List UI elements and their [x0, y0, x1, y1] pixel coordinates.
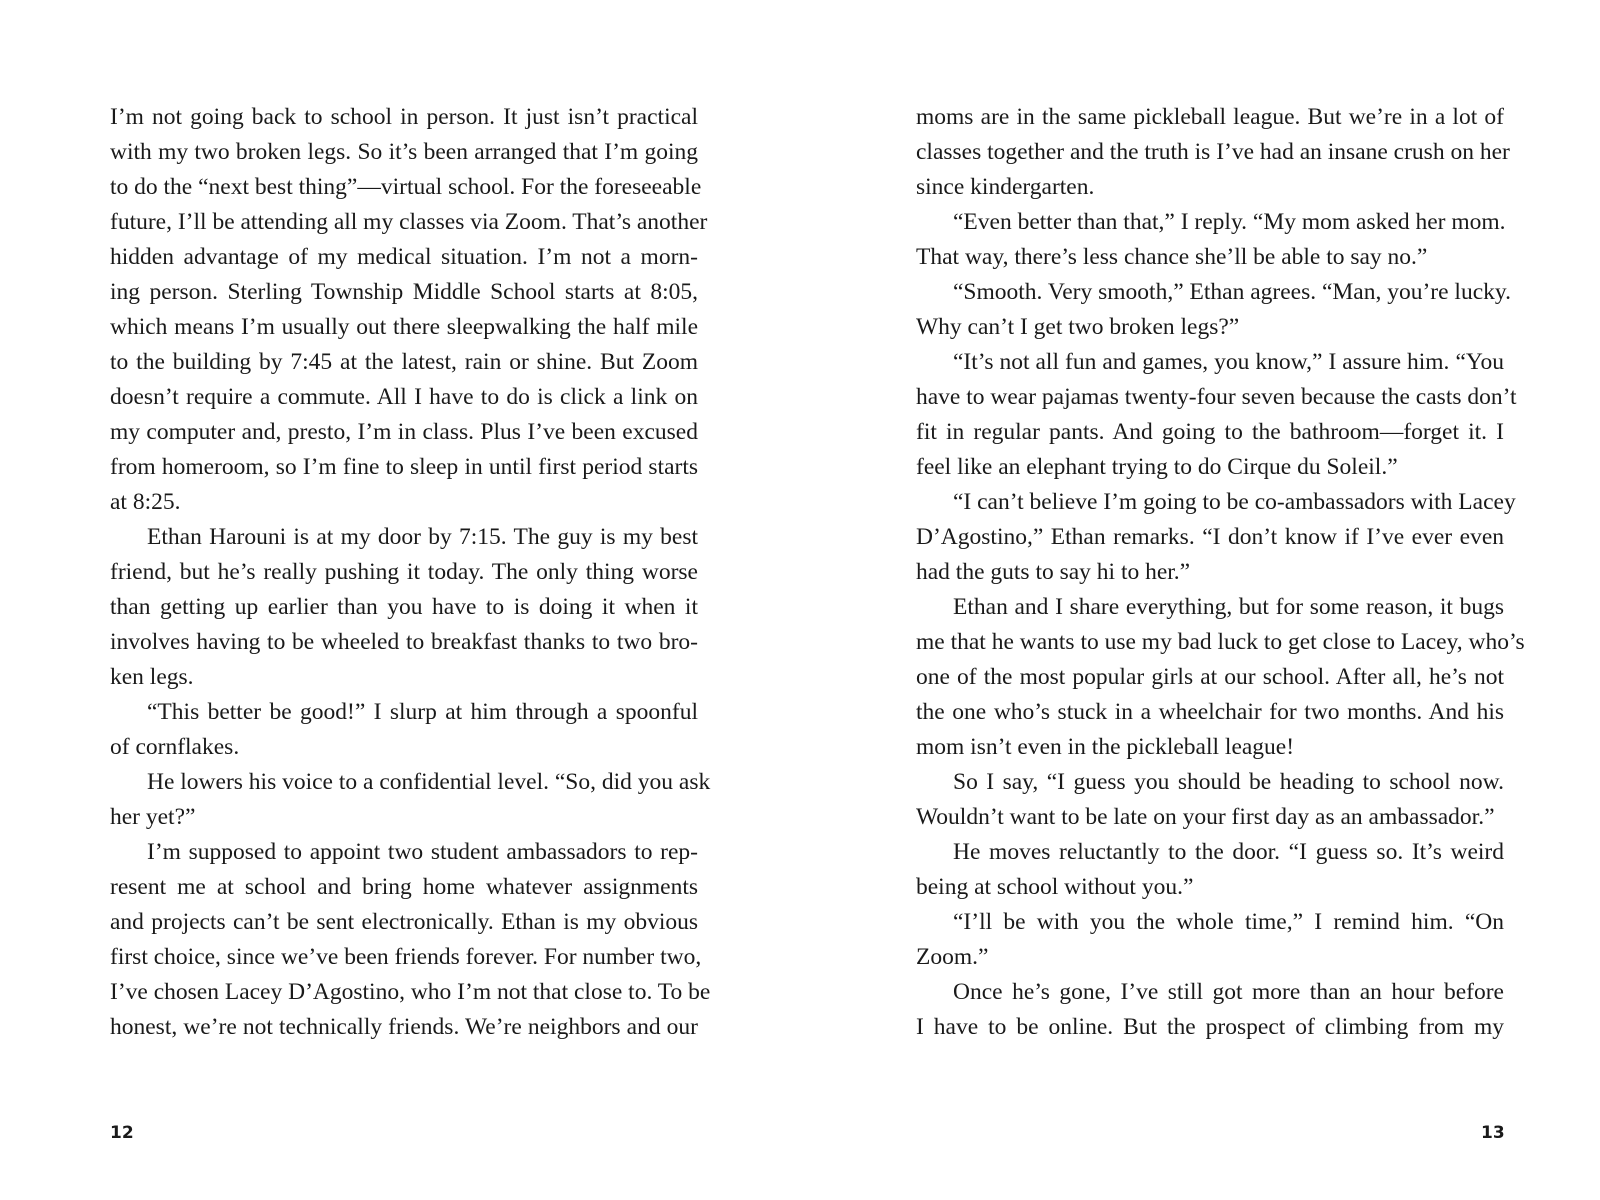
text-line: “It’s not all fun and games, you know,” I assure him. “You: [953, 349, 1504, 375]
text-line: I’ve chosen Lacey D’Agostino, who I’m not that close to. To be: [110, 979, 711, 1005]
text-line: first choice, since we’ve been friends forever. For number two,: [110, 944, 702, 970]
text-line: at 8:25.: [110, 489, 181, 515]
text-line: doesn’t require a commute. All I have to do is click a link on: [110, 384, 698, 410]
text-line: hidden advantage of my medical situation. I’m not a morn-: [110, 244, 698, 270]
text-line: resent me at school and bring home whatever assignments: [110, 874, 698, 900]
text-line: He lowers his voice to a confidential level. “So, did you ask: [147, 769, 711, 795]
text-line: friend, but he’s really pushing it today. The only thing worse: [110, 559, 698, 585]
text-line: ken legs.: [110, 664, 194, 690]
text-line: mom isn’t even in the pickleball league!: [916, 734, 1295, 760]
text-line: Wouldn’t want to be late on your first day as an ambassador.”: [916, 804, 1495, 830]
text-line: I’m supposed to appoint two student ambassadors to rep-: [147, 839, 698, 865]
text-line: have to wear pajamas twenty-four seven because the casts don’t: [916, 384, 1517, 410]
text-line: from homeroom, so I’m fine to sleep in until first period starts: [110, 454, 698, 480]
text-line: to do the “next best thing”—virtual school. For the foreseeable: [110, 174, 702, 200]
text-line: “Even better than that,” I reply. “My mom asked her mom.: [953, 209, 1506, 235]
text-line: He moves reluctantly to the door. “I guess so. It’s weird: [953, 839, 1504, 865]
text-line: ing person. Sterling Township Middle School starts at 8:05,: [110, 279, 698, 305]
text-line: one of the most popular girls at our school. After all, he’s not: [916, 664, 1504, 690]
text-line: “I can’t believe I’m going to be co-ambassadors with Lacey: [953, 489, 1516, 515]
text-line: Ethan Harouni is at my door by 7:15. The guy is my best: [147, 524, 698, 550]
text-line: “Smooth. Very smooth,” Ethan agrees. “Man, you’re lucky.: [953, 279, 1511, 305]
text-line: being at school without you.”: [916, 874, 1194, 900]
text-line: Once he’s gone, I’ve still got more than an hour before: [953, 979, 1504, 1005]
text-line: Zoom.”: [916, 944, 989, 970]
page-number-left: 12: [110, 1123, 134, 1143]
text-line: me that he wants to use my bad luck to get close to Lacey, who’s: [916, 629, 1525, 655]
text-line: since kindergarten.: [916, 174, 1095, 200]
text-line: So I say, “I guess you should be heading to school now.: [953, 769, 1504, 795]
text-line: classes together and the truth is I’ve had an insane crush on her: [916, 139, 1510, 165]
text-line: That way, there’s less chance she’ll be able to say no.”: [916, 244, 1428, 270]
text-line: honest, we’re not technically friends. We’re neighbors and our: [110, 1014, 698, 1040]
text-line: than getting up earlier than you have to is doing it when it: [110, 594, 698, 620]
text-line: I’m not going back to school in person. It just isn’t practical: [110, 104, 698, 130]
text-line: future, I’ll be attending all my classes via Zoom. That’s another: [110, 209, 708, 235]
text-line: “This better be good!” I slurp at him through a spoonful: [147, 699, 698, 725]
text-line: her yet?”: [110, 804, 196, 830]
text-line: to the building by 7:45 at the latest, rain or shine. But Zoom: [110, 349, 698, 375]
text-line: my computer and, presto, I’m in class. Plus I’ve been excused: [110, 419, 698, 445]
text-line: and projects can’t be sent electronically. Ethan is my obvious: [110, 909, 698, 935]
right-page-body: [916, 100, 1525, 1100]
text-line: feel like an elephant trying to do Cirque du Soleil.”: [916, 454, 1398, 480]
text-line: Why can’t I get two broken legs?”: [916, 314, 1240, 340]
text-line: I have to be online. But the prospect of climbing from my: [916, 1014, 1504, 1040]
text-line: with my two broken legs. So it’s been arranged that I’m going: [110, 139, 698, 165]
text-line: the one who’s stuck in a wheelchair for two months. And his: [916, 699, 1504, 725]
text-line: involves having to be wheeled to breakfast thanks to two bro-: [110, 629, 698, 655]
left-page-body: [110, 100, 711, 1100]
text-line: fit in regular pants. And going to the bathroom—forget it. I: [916, 419, 1504, 445]
text-line: moms are in the same pickleball league. But we’re in a lot of: [916, 104, 1504, 130]
page-number-right: 13: [1481, 1123, 1505, 1143]
text-line: Ethan and I share everything, but for some reason, it bugs: [953, 594, 1504, 620]
text-line: had the guts to say hi to her.”: [916, 559, 1191, 585]
text-line: of cornflakes.: [110, 734, 240, 760]
text-line: which means I’m usually out there sleepwalking the half mile: [110, 314, 698, 340]
text-line: D’Agostino,” Ethan remarks. “I don’t know if I’ve ever even: [916, 524, 1504, 550]
text-line: “I’ll be with you the whole time,” I remind him. “On: [953, 909, 1504, 935]
